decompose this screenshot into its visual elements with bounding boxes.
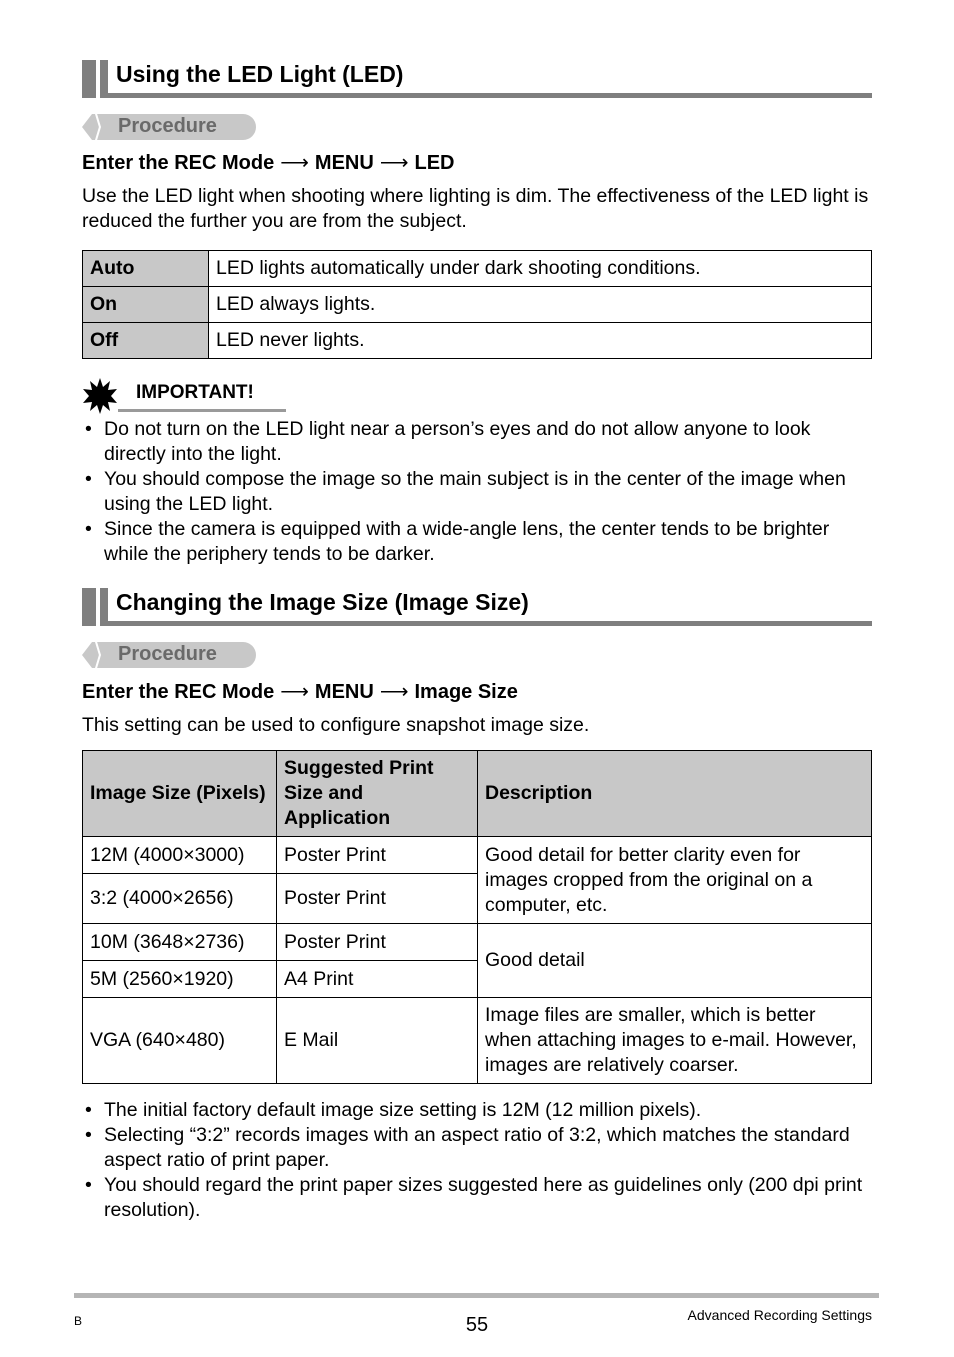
section-heading-led xyxy=(82,60,872,98)
intro-paragraph: This setting can be used to configure snapshot image size. xyxy=(82,714,590,736)
description-cell: Good detail xyxy=(478,924,872,998)
important-underline xyxy=(118,409,286,412)
arrow-right-icon: ⟶ xyxy=(280,681,309,703)
path-step: Image Size xyxy=(414,681,518,703)
heading-rule xyxy=(108,621,872,626)
path-step: Enter the REC Mode xyxy=(82,152,275,174)
table-row xyxy=(83,924,872,961)
list-item: • Since the camera is equipped with a wide-angle lens, the center tends to be brighter while the periphery tends to be darker. xyxy=(82,517,872,567)
procedure-badge xyxy=(82,642,256,668)
burst-icon xyxy=(82,378,118,414)
setting-key: Auto xyxy=(83,251,209,287)
important-label: IMPORTANT! xyxy=(136,382,254,403)
print-cell: A4 Print xyxy=(277,961,478,998)
footer-rule xyxy=(74,1293,879,1298)
table-row xyxy=(83,287,872,323)
section-title: Changing the Image Size (Image Size) xyxy=(116,589,529,615)
setting-value: LED lights automatically under dark shooting conditions. xyxy=(209,251,872,287)
setting-key: Off xyxy=(83,323,209,359)
description-cell: Good detail for better clarity even for images cropped from the original on a computer, etc. xyxy=(478,837,872,924)
heading-marker xyxy=(100,588,108,626)
procedure-badge xyxy=(82,114,256,140)
page-number: 55 xyxy=(465,1314,489,1336)
procedure-label: Procedure xyxy=(118,115,217,137)
chapter-title: Advanced Recording Settings xyxy=(687,1307,872,1323)
arrow-right-icon: ⟶ xyxy=(379,681,409,703)
size-cell: 5M (2560×1920) xyxy=(83,961,277,998)
list-item: • The initial factory default image size setting is 12M (12 million pixels). xyxy=(82,1098,872,1123)
size-cell: 10M (3648×2736) xyxy=(83,924,277,961)
setting-key: On xyxy=(83,287,209,323)
important-notice xyxy=(82,378,286,412)
heading-rule xyxy=(108,93,872,98)
size-cell: VGA (640×480) xyxy=(83,998,277,1084)
footer-code: B xyxy=(74,1314,83,1328)
description-cell: Image files are smaller, which is better when attaching images to e-mail. However, images are relatively coarser. xyxy=(478,998,872,1084)
path-step: LED xyxy=(414,152,455,174)
table-header-row xyxy=(83,751,872,837)
led-settings-table xyxy=(82,250,872,359)
setting-value: LED never lights. xyxy=(209,323,872,359)
size-cell: 12M (4000×3000) xyxy=(83,837,277,874)
intro-paragraph: Use the LED light when shooting where lighting is dim. The effectiveness of the LED light is reduced the further you are from the subject. xyxy=(82,185,869,232)
table-row xyxy=(83,323,872,359)
image-size-table xyxy=(82,750,872,1084)
list-item: • Selecting “3:2” records images with an aspect ratio of 3:2, which matches the standard aspect ratio of print paper. xyxy=(82,1123,872,1173)
important-list xyxy=(82,417,872,567)
list-item: • You should regard the print paper sizes suggested here as guidelines only (200 dpi print resolution). xyxy=(82,1173,872,1223)
print-cell: E Mail xyxy=(277,998,478,1084)
list-item: • You should compose the image so the main subject is in the center of the image when using the LED light. xyxy=(82,467,872,517)
heading-marker xyxy=(82,60,96,98)
arrow-right-icon: ⟶ xyxy=(379,152,409,174)
menu-path xyxy=(82,679,518,704)
setting-value: LED always lights. xyxy=(209,287,872,323)
notes-list xyxy=(82,1098,872,1223)
section-title: Using the LED Light (LED) xyxy=(116,61,404,87)
size-cell: 3:2 (4000×2656) xyxy=(83,874,277,924)
menu-path xyxy=(82,150,454,175)
print-cell: Poster Print xyxy=(277,837,478,874)
procedure-label: Procedure xyxy=(118,643,217,665)
list-item: • Do not turn on the LED light near a person’s eyes and do not allow anyone to look directly into the light. xyxy=(82,417,872,467)
arrow-right-icon: ⟶ xyxy=(280,152,309,174)
column-header: Description xyxy=(478,751,872,837)
heading-marker xyxy=(100,60,108,98)
section-heading-image-size xyxy=(82,588,872,626)
column-header: Suggested Print Size and Application xyxy=(277,751,478,837)
heading-marker xyxy=(82,588,96,626)
path-step: MENU xyxy=(314,681,374,703)
table-row xyxy=(83,837,872,874)
print-cell: Poster Print xyxy=(277,874,478,924)
path-step: Enter the REC Mode xyxy=(82,681,275,703)
table-row xyxy=(83,251,872,287)
column-header: Image Size (Pixels) xyxy=(83,751,277,837)
path-step: MENU xyxy=(314,152,374,174)
print-cell: Poster Print xyxy=(277,924,478,961)
table-row xyxy=(83,998,872,1084)
